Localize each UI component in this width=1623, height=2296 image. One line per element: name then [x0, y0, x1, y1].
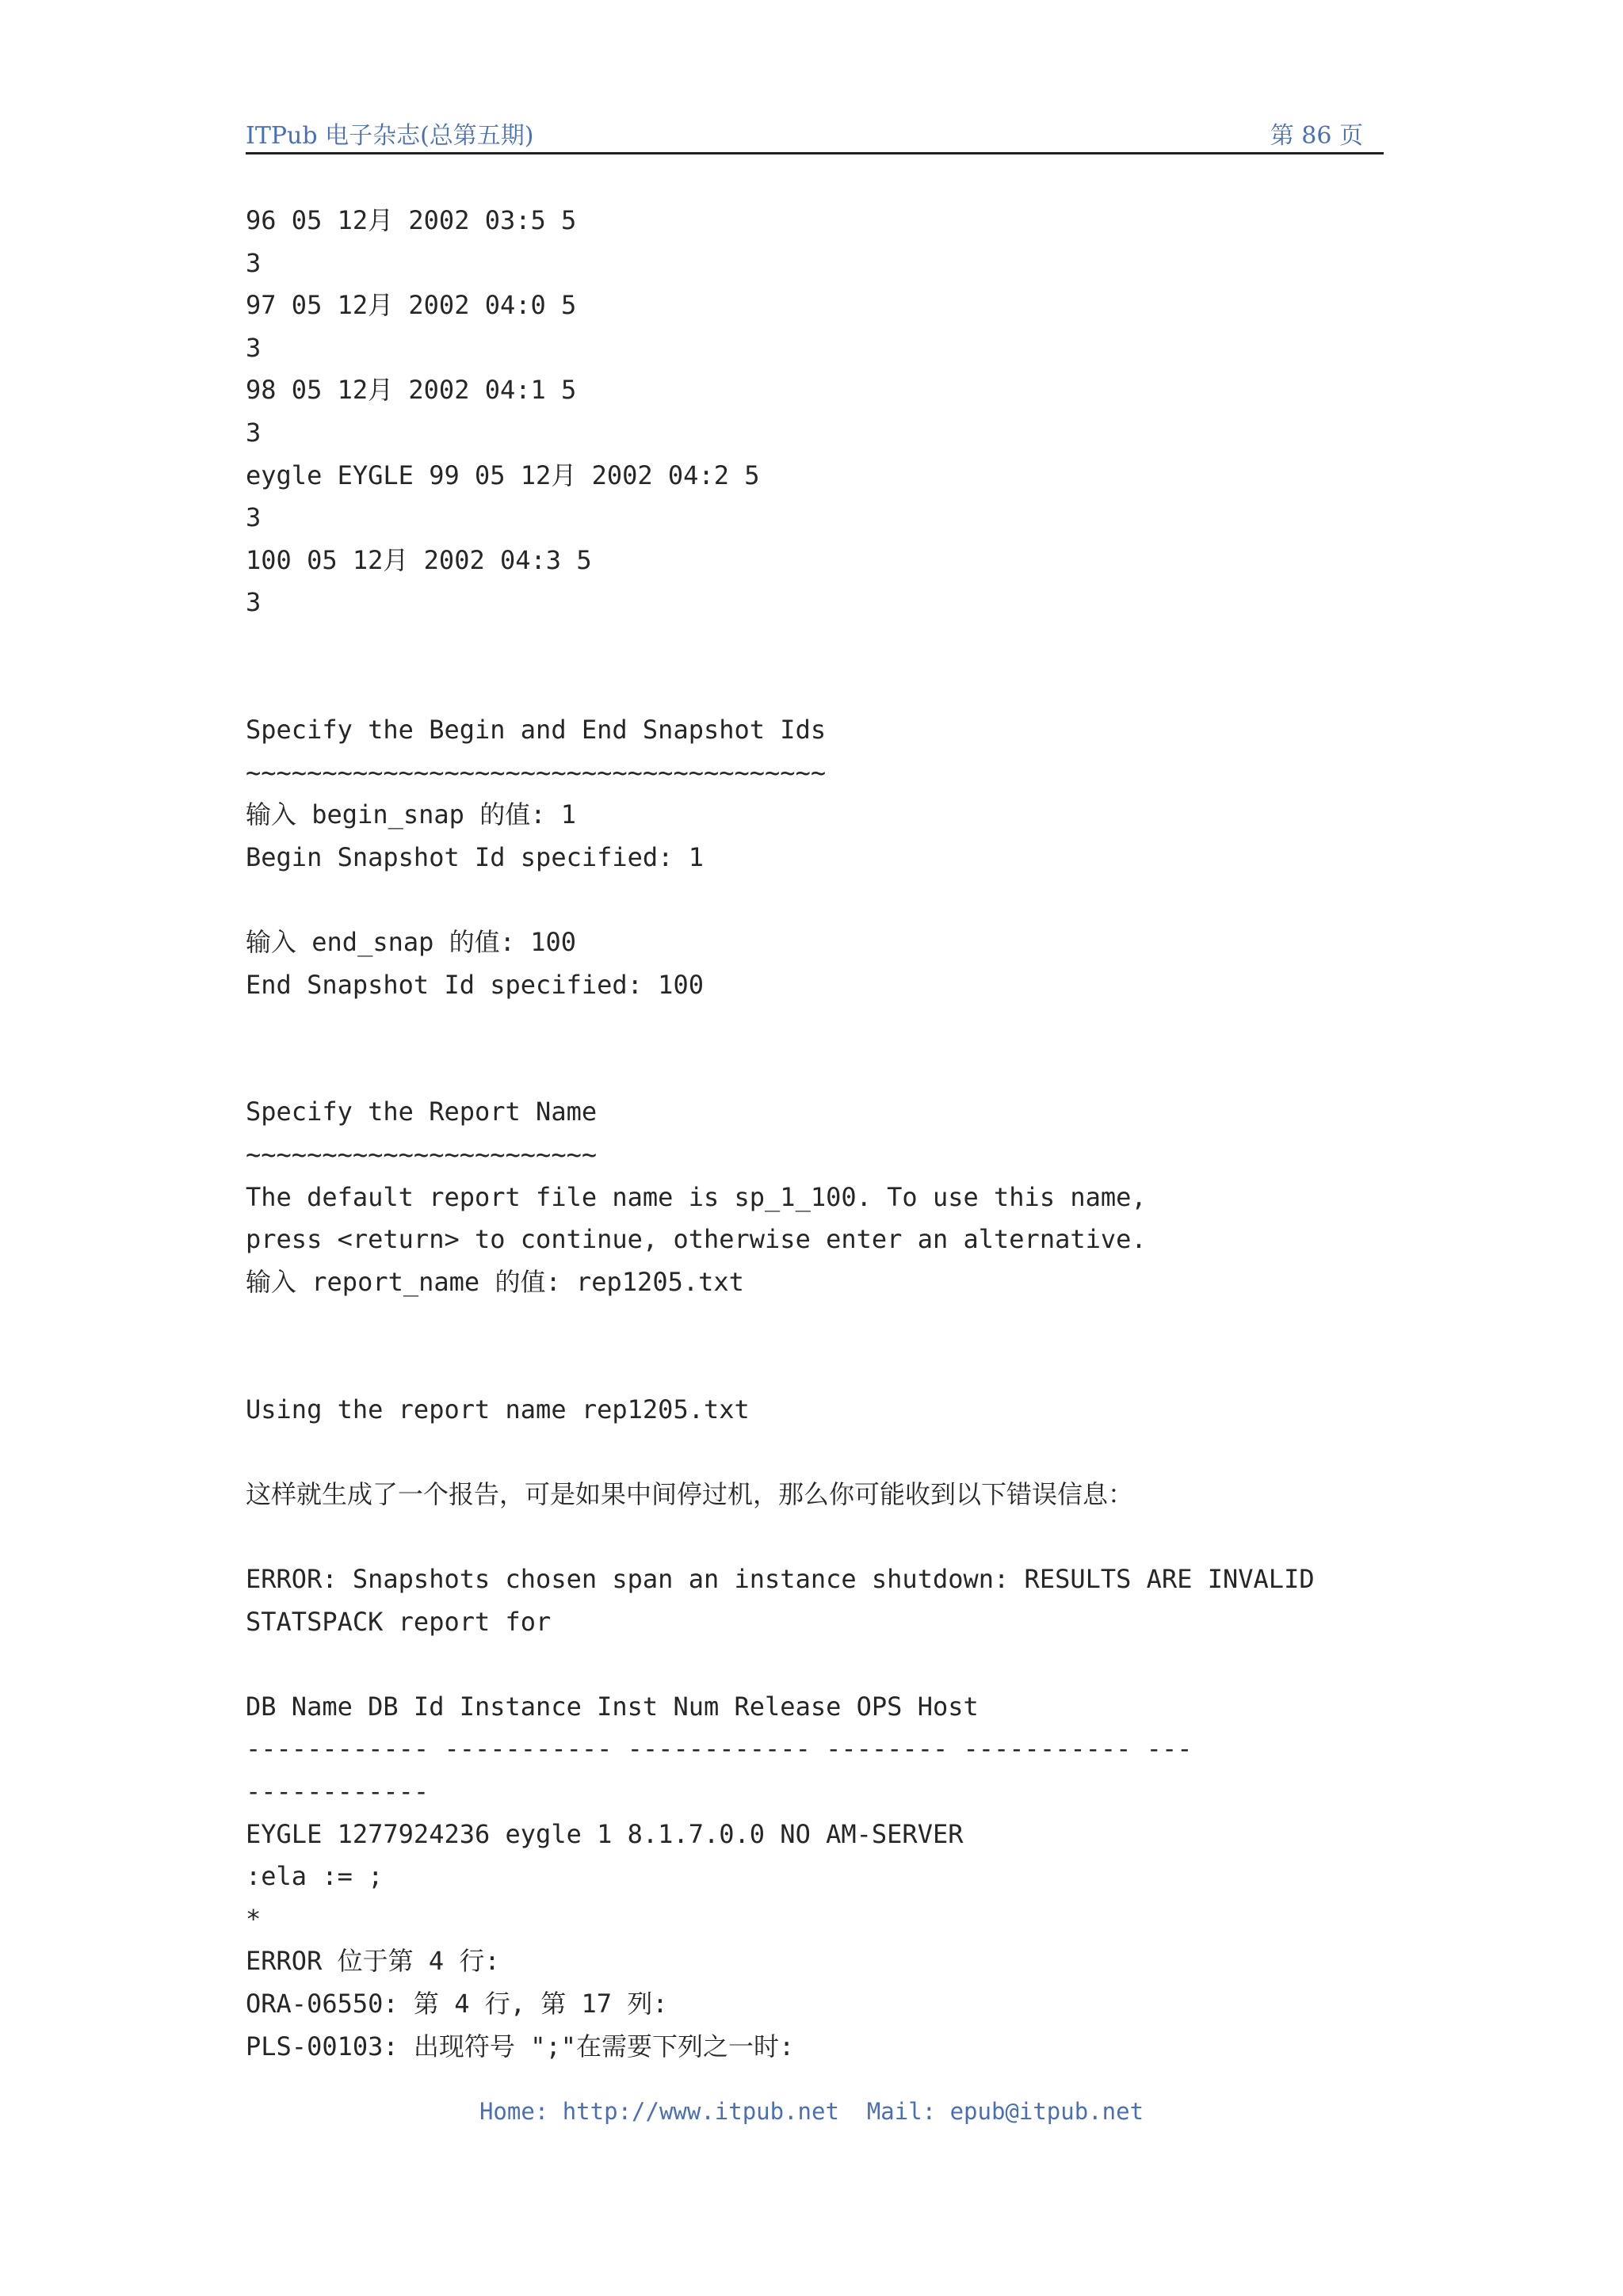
text-line: eygle EYGLE 99 05 12月 2002 04:2 5: [246, 460, 760, 490]
blank-line: [246, 624, 1384, 667]
blank-line: [246, 1643, 1384, 1686]
text-line: Using the report name rep1205.txt: [246, 1394, 750, 1425]
prose-line: 这样就生成了一个报告，可是如果中间停过机，那么你可能收到以下错误信息：: [246, 1478, 1134, 1509]
text-line: *: [246, 1903, 262, 1934]
page-header: [246, 111, 1384, 154]
text-line: 3: [246, 332, 262, 363]
text-line: 3: [246, 247, 262, 278]
text-line: Begin Snapshot Id specified: 1: [246, 841, 704, 872]
text-line: DB Name DB Id Instance Inst Num Release OPS Host: [246, 1691, 979, 1722]
text-line: ~~~~~~~~~~~~~~~~~~~~~~~: [246, 1139, 598, 1170]
page-footer: Home: http://www.itpub.net Mail: epub@itpub.net: [479, 2098, 1144, 2125]
text-line: 96 05 12月 2002 03:5 5: [246, 205, 577, 235]
text-line: ERROR: Snapshots chosen span an instance shutdown: RESULTS ARE INVALID: [246, 1564, 1315, 1594]
document-body: [246, 200, 1384, 2068]
text-line: 输入 report_name 的值: rep1205.txt: [246, 1266, 744, 1297]
blank-line: [246, 1006, 1384, 1049]
blank-line: [246, 1303, 1384, 1346]
text-line: 98 05 12月 2002 04:1 5: [246, 375, 577, 406]
text-line: ------------: [246, 1775, 430, 1806]
text-line: 100 05 12月 2002 04:3 5: [246, 544, 592, 575]
text-line: 输入 end_snap 的值: 100: [246, 927, 576, 958]
text-line: press <return> to continue, otherwise enter an alternative.: [246, 1224, 1147, 1255]
text-line: ERROR 位于第 4 行:: [246, 1946, 500, 1977]
blank-line: [246, 1516, 1384, 1558]
blank-line: [246, 1431, 1384, 1474]
text-line: End Snapshot Id specified: 100: [246, 969, 704, 1000]
text-line: 3: [246, 502, 262, 533]
magazine-title: ITPub 电子杂志(总第五期): [246, 122, 534, 150]
text-line: PLS-00103: 出现符号 ";"在需要下列之一时:: [246, 2031, 795, 2061]
page-number: 第 86 页: [1270, 122, 1363, 150]
blank-line: [246, 667, 1384, 710]
text-line: ------------ ----------- ------------ -------- ----------- ---: [246, 1733, 1193, 1764]
blank-line: [246, 1049, 1384, 1092]
text-line: The default report file name is sp_1_100. To use this name,: [246, 1181, 1147, 1212]
blank-line: [246, 1346, 1384, 1389]
text-line: EYGLE 1277924236 eygle 1 8.1.7.0.0 NO AM-SERVER: [246, 1818, 964, 1849]
text-line: 3: [246, 417, 262, 448]
text-line: Specify the Report Name: [246, 1097, 598, 1127]
blank-line: [246, 879, 1384, 922]
text-line: ~~~~~~~~~~~~~~~~~~~~~~~~~~~~~~~~~~~~~~: [246, 757, 827, 788]
text-line: 97 05 12月 2002 04:0 5: [246, 290, 577, 321]
text-line: 输入 begin_snap 的值: 1: [246, 799, 576, 830]
text-line: :ela := ;: [246, 1861, 384, 1892]
text-line: ORA-06550: 第 4 行, 第 17 列:: [246, 1988, 668, 2019]
text-line: STATSPACK report for: [246, 1606, 552, 1637]
text-line: Specify the Begin and End Snapshot Ids: [246, 715, 827, 746]
text-line: 3: [246, 587, 262, 618]
